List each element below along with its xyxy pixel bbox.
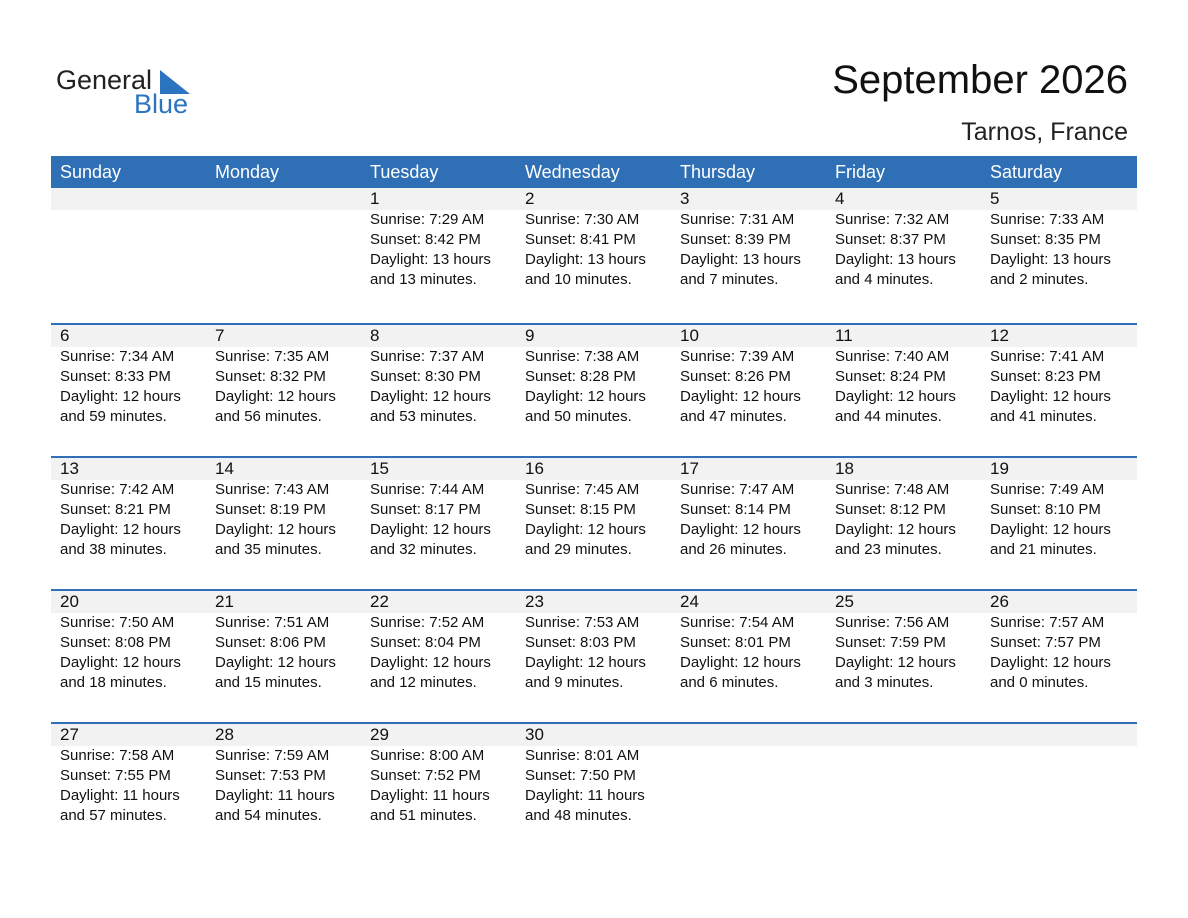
day-number: 17 (680, 459, 699, 478)
weekday-tuesday: Tuesday (370, 162, 439, 182)
day-number: 23 (525, 592, 544, 611)
sunrise-text: Sunrise: 7:35 AM (215, 348, 330, 365)
sunrise-text: Sunrise: 7:41 AM (990, 348, 1105, 365)
sunset-text: Sunset: 8:08 PM (60, 634, 171, 651)
day-cell (671, 188, 826, 323)
day-number: 15 (370, 459, 389, 478)
sunrise-text: Sunrise: 7:52 AM (370, 614, 485, 631)
sunrise-text: Sunrise: 7:58 AM (60, 747, 175, 764)
daylight-text: Daylight: 12 hours (60, 654, 181, 671)
weekday-monday: Monday (215, 162, 280, 182)
day-number: 13 (60, 459, 79, 478)
day-cell (361, 188, 516, 323)
daylight-minutes-text: and 53 minutes. (370, 408, 477, 425)
daylight-minutes-text: and 47 minutes. (680, 408, 787, 425)
day-number: 14 (215, 459, 234, 478)
sunrise-text: Sunrise: 7:33 AM (990, 211, 1105, 228)
day-cell (516, 458, 671, 589)
daylight-text: Daylight: 12 hours (990, 654, 1111, 671)
sunset-text: Sunset: 8:21 PM (60, 501, 171, 518)
day-cell (516, 591, 671, 722)
weekday-saturday: Saturday (990, 162, 1063, 182)
day-cell (516, 724, 671, 855)
daylight-minutes-text: and 32 minutes. (370, 541, 477, 558)
sunrise-text: Sunrise: 7:39 AM (680, 348, 795, 365)
calendar-grid (51, 156, 1137, 855)
day-number: 19 (990, 459, 1009, 478)
day-cell (981, 188, 1136, 323)
daylight-text: Daylight: 13 hours (835, 251, 956, 268)
daylight-minutes-text: and 44 minutes. (835, 408, 942, 425)
week-row (51, 589, 1137, 722)
page-title: September 2026 (832, 58, 1128, 102)
daylight-minutes-text: and 15 minutes. (215, 674, 322, 691)
sunset-text: Sunset: 8:04 PM (370, 634, 481, 651)
day-number: 6 (60, 326, 70, 345)
sunset-text: Sunset: 7:57 PM (990, 634, 1101, 651)
sunset-text: Sunset: 8:19 PM (215, 501, 326, 518)
day-number (680, 724, 826, 746)
week-row (51, 323, 1137, 456)
sunrise-text: Sunrise: 7:47 AM (680, 481, 795, 498)
day-number: 20 (60, 592, 79, 611)
day-number: 9 (525, 326, 535, 345)
day-cell (671, 591, 826, 722)
daylight-text: Daylight: 12 hours (215, 388, 336, 405)
day-cell (206, 188, 361, 323)
day-number: 22 (370, 592, 389, 611)
weekday-wednesday: Wednesday (525, 162, 620, 182)
daylight-text: Daylight: 13 hours (525, 251, 646, 268)
daylight-minutes-text: and 13 minutes. (370, 271, 477, 288)
day-cell (826, 458, 981, 589)
day-number: 30 (525, 725, 544, 744)
sunset-text: Sunset: 7:55 PM (60, 767, 171, 784)
day-number (835, 724, 981, 746)
sunset-text: Sunset: 8:03 PM (525, 634, 636, 651)
daylight-text: Daylight: 11 hours (60, 787, 180, 804)
day-number: 25 (835, 592, 854, 611)
daylight-minutes-text: and 41 minutes. (990, 408, 1097, 425)
daylight-text: Daylight: 12 hours (990, 521, 1111, 538)
sunrise-text: Sunrise: 7:31 AM (680, 211, 795, 228)
logo-word-general: General (56, 65, 153, 95)
day-number: 16 (525, 459, 544, 478)
sunset-text: Sunset: 8:39 PM (680, 231, 791, 248)
sunset-text: Sunset: 8:01 PM (680, 634, 791, 651)
day-number (60, 188, 206, 210)
daylight-minutes-text: and 54 minutes. (215, 807, 322, 824)
sunset-text: Sunset: 8:41 PM (525, 231, 636, 248)
day-cell (206, 458, 361, 589)
week-row (51, 188, 1137, 323)
sunrise-text: Sunrise: 7:37 AM (370, 348, 485, 365)
daylight-text: Daylight: 12 hours (835, 388, 956, 405)
sunrise-text: Sunrise: 7:54 AM (680, 614, 795, 631)
day-cell (671, 724, 826, 855)
daylight-text: Daylight: 11 hours (215, 787, 335, 804)
sunset-text: Sunset: 8:30 PM (370, 368, 481, 385)
day-cell (826, 724, 981, 855)
sunset-text: Sunset: 8:35 PM (990, 231, 1101, 248)
daylight-text: Daylight: 12 hours (60, 521, 181, 538)
daylight-minutes-text: and 48 minutes. (525, 807, 632, 824)
day-cell (206, 325, 361, 456)
day-cell (981, 458, 1136, 589)
daylight-text: Daylight: 12 hours (370, 521, 491, 538)
sunset-text: Sunset: 8:15 PM (525, 501, 636, 518)
day-cell (206, 724, 361, 855)
daylight-minutes-text: and 9 minutes. (525, 674, 624, 691)
daylight-minutes-text: and 7 minutes. (680, 271, 779, 288)
sunset-text: Sunset: 8:37 PM (835, 231, 946, 248)
daylight-minutes-text: and 57 minutes. (60, 807, 167, 824)
sunset-text: Sunset: 8:06 PM (215, 634, 326, 651)
day-number: 1 (370, 189, 380, 208)
daylight-text: Daylight: 13 hours (370, 251, 491, 268)
sunrise-text: Sunrise: 7:40 AM (835, 348, 950, 365)
day-number: 2 (525, 189, 535, 208)
day-number: 21 (215, 592, 234, 611)
daylight-minutes-text: and 56 minutes. (215, 408, 322, 425)
daylight-minutes-text: and 38 minutes. (60, 541, 167, 558)
weekday-header (51, 156, 1137, 188)
day-cell (361, 591, 516, 722)
daylight-text: Daylight: 12 hours (680, 654, 801, 671)
sunrise-text: Sunrise: 7:29 AM (370, 211, 485, 228)
daylight-minutes-text: and 29 minutes. (525, 541, 632, 558)
day-number (990, 724, 1136, 746)
sunrise-text: Sunrise: 7:59 AM (215, 747, 330, 764)
sunrise-text: Sunrise: 8:00 AM (370, 747, 485, 764)
daylight-minutes-text: and 4 minutes. (835, 271, 934, 288)
sunrise-text: Sunrise: 7:42 AM (60, 481, 175, 498)
daylight-minutes-text: and 10 minutes. (525, 271, 632, 288)
sunset-text: Sunset: 8:17 PM (370, 501, 481, 518)
sunset-text: Sunset: 7:52 PM (370, 767, 481, 784)
sunset-text: Sunset: 8:23 PM (990, 368, 1101, 385)
daylight-minutes-text: and 2 minutes. (990, 271, 1089, 288)
daylight-text: Daylight: 12 hours (525, 521, 646, 538)
day-number: 5 (990, 189, 1000, 208)
day-cell (51, 325, 206, 456)
sunset-text: Sunset: 7:59 PM (835, 634, 946, 651)
day-cell (671, 325, 826, 456)
sunset-text: Sunset: 8:28 PM (525, 368, 636, 385)
week-row (51, 722, 1137, 855)
daylight-minutes-text: and 26 minutes. (680, 541, 787, 558)
day-cell (826, 325, 981, 456)
weekday-sunday: Sunday (60, 162, 122, 182)
daylight-minutes-text: and 51 minutes. (370, 807, 477, 824)
day-cell (361, 458, 516, 589)
daylight-text: Daylight: 12 hours (680, 388, 801, 405)
day-number: 18 (835, 459, 854, 478)
day-cell (51, 591, 206, 722)
sunrise-text: Sunrise: 7:38 AM (525, 348, 640, 365)
day-number: 3 (680, 189, 690, 208)
day-number: 4 (835, 189, 845, 208)
daylight-minutes-text: and 6 minutes. (680, 674, 779, 691)
logo (56, 64, 206, 124)
sunrise-text: Sunrise: 7:45 AM (525, 481, 640, 498)
day-number: 7 (215, 326, 225, 345)
sunset-text: Sunset: 8:12 PM (835, 501, 946, 518)
sunrise-text: Sunrise: 7:32 AM (835, 211, 950, 228)
daylight-text: Daylight: 12 hours (835, 521, 956, 538)
day-number (215, 188, 361, 210)
daylight-text: Daylight: 12 hours (370, 654, 491, 671)
sunrise-text: Sunrise: 7:57 AM (990, 614, 1105, 631)
sunset-text: Sunset: 7:50 PM (525, 767, 636, 784)
daylight-text: Daylight: 12 hours (525, 654, 646, 671)
day-number: 27 (60, 725, 79, 744)
sunrise-text: Sunrise: 7:30 AM (525, 211, 640, 228)
day-cell (826, 591, 981, 722)
day-number: 29 (370, 725, 389, 744)
day-cell (206, 591, 361, 722)
daylight-text: Daylight: 11 hours (370, 787, 490, 804)
daylight-text: Daylight: 12 hours (990, 388, 1111, 405)
daylight-minutes-text: and 18 minutes. (60, 674, 167, 691)
sunset-text: Sunset: 8:33 PM (60, 368, 171, 385)
day-number: 12 (990, 326, 1009, 345)
sunset-text: Sunset: 8:14 PM (680, 501, 791, 518)
sunrise-text: Sunrise: 7:48 AM (835, 481, 950, 498)
sunset-text: Sunset: 8:42 PM (370, 231, 481, 248)
sunrise-text: Sunrise: 8:01 AM (525, 747, 640, 764)
sunrise-text: Sunrise: 7:43 AM (215, 481, 330, 498)
daylight-text: Daylight: 12 hours (525, 388, 646, 405)
day-cell (361, 724, 516, 855)
day-cell (361, 325, 516, 456)
sunrise-text: Sunrise: 7:49 AM (990, 481, 1105, 498)
daylight-minutes-text: and 3 minutes. (835, 674, 934, 691)
day-number: 8 (370, 326, 380, 345)
sunset-text: Sunset: 7:53 PM (215, 767, 326, 784)
sunrise-text: Sunrise: 7:50 AM (60, 614, 175, 631)
day-number: 10 (680, 326, 699, 345)
week-row (51, 456, 1137, 589)
day-cell (51, 458, 206, 589)
location-subtitle: Tarnos, France (961, 118, 1128, 146)
day-cell (826, 188, 981, 323)
day-cell (671, 458, 826, 589)
daylight-text: Daylight: 12 hours (370, 388, 491, 405)
sunrise-text: Sunrise: 7:51 AM (215, 614, 330, 631)
weekday-friday: Friday (835, 162, 886, 182)
day-number: 24 (680, 592, 699, 611)
day-number: 26 (990, 592, 1009, 611)
day-cell (516, 325, 671, 456)
sunset-text: Sunset: 8:26 PM (680, 368, 791, 385)
day-cell (51, 188, 206, 323)
daylight-minutes-text: and 0 minutes. (990, 674, 1089, 691)
sunrise-text: Sunrise: 7:34 AM (60, 348, 175, 365)
daylight-minutes-text: and 59 minutes. (60, 408, 167, 425)
day-cell (516, 188, 671, 323)
daylight-text: Daylight: 12 hours (215, 521, 336, 538)
sunrise-text: Sunrise: 7:53 AM (525, 614, 640, 631)
daylight-text: Daylight: 12 hours (60, 388, 181, 405)
logo-word-blue: Blue (134, 89, 189, 119)
day-cell (981, 591, 1136, 722)
daylight-minutes-text: and 35 minutes. (215, 541, 322, 558)
sunset-text: Sunset: 8:32 PM (215, 368, 326, 385)
daylight-text: Daylight: 13 hours (990, 251, 1111, 268)
day-cell (51, 724, 206, 855)
sunrise-text: Sunrise: 7:56 AM (835, 614, 950, 631)
daylight-minutes-text: and 12 minutes. (370, 674, 477, 691)
day-number: 11 (835, 326, 853, 345)
daylight-minutes-text: and 50 minutes. (525, 408, 632, 425)
daylight-text: Daylight: 12 hours (680, 521, 801, 538)
daylight-text: Daylight: 12 hours (835, 654, 956, 671)
daylight-text: Daylight: 13 hours (680, 251, 801, 268)
sunset-text: Sunset: 8:10 PM (990, 501, 1101, 518)
daylight-minutes-text: and 21 minutes. (990, 541, 1097, 558)
day-cell (981, 724, 1136, 855)
sunrise-text: Sunrise: 7:44 AM (370, 481, 485, 498)
sunset-text: Sunset: 8:24 PM (835, 368, 946, 385)
daylight-text: Daylight: 12 hours (215, 654, 336, 671)
day-cell (981, 325, 1136, 456)
daylight-minutes-text: and 23 minutes. (835, 541, 942, 558)
daylight-text: Daylight: 11 hours (525, 787, 645, 804)
weekday-thursday: Thursday (680, 162, 756, 182)
day-number: 28 (215, 725, 234, 744)
